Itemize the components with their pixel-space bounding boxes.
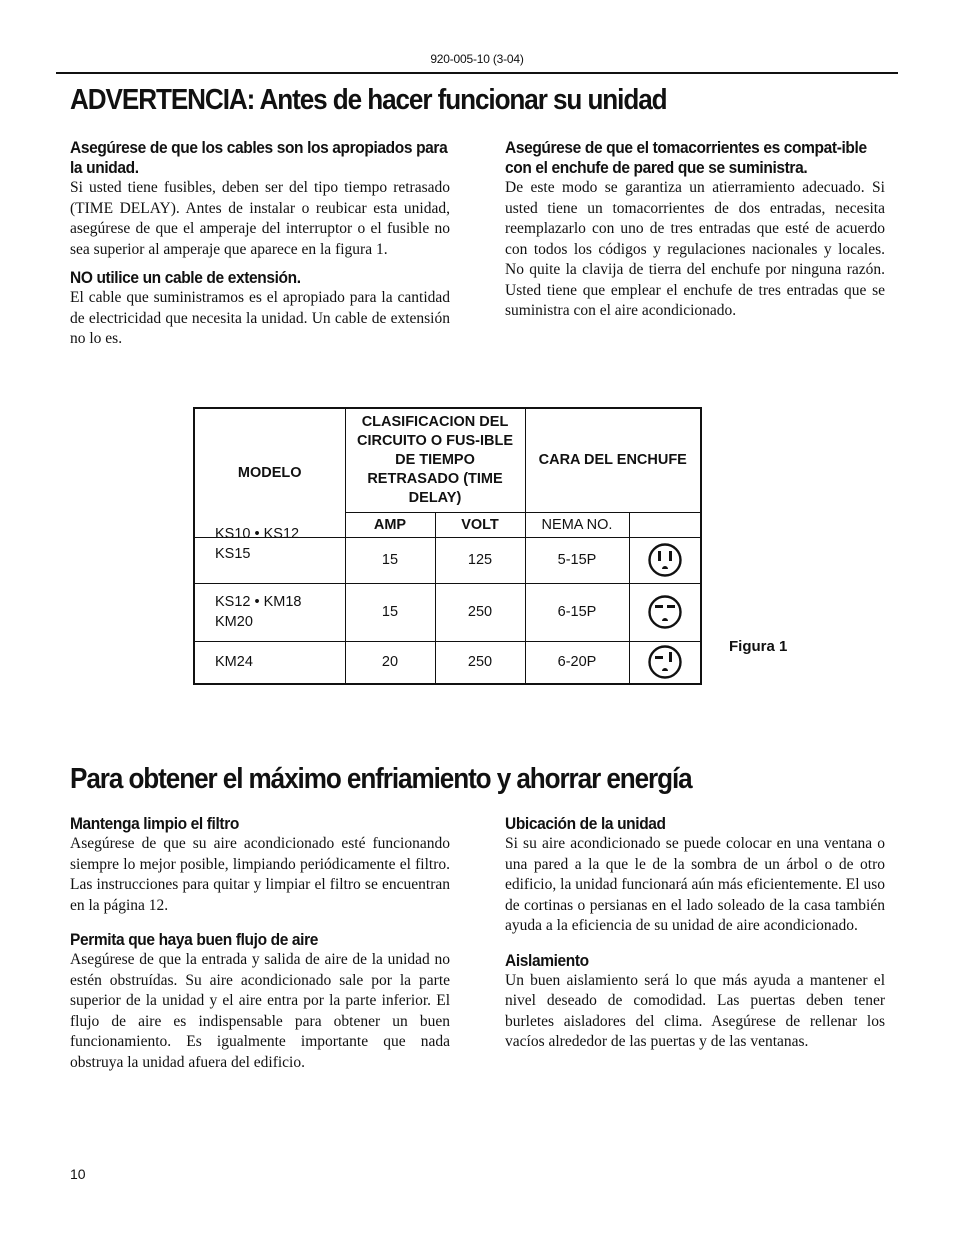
nema-cell: 6-20P bbox=[525, 641, 629, 684]
outlet-heading: Asegúrese de que el tomacorrientes es compat-ible con el enchufe de pared que se suministra. bbox=[505, 139, 867, 177]
volt-cell: 250 bbox=[435, 641, 525, 684]
model-line: KS10 • KS12 bbox=[215, 525, 300, 542]
cables-heading: Asegúrese de que los cables son los apropiados para la unidad. bbox=[70, 139, 448, 177]
nema-6-15p-plug-icon bbox=[647, 594, 683, 630]
location-heading: Ubicación de la unidad bbox=[505, 815, 666, 833]
header-rule bbox=[56, 72, 898, 74]
energy-left-column bbox=[70, 814, 450, 1073]
extension-cord-body: El cable que suministramos es el apropiado para la cantidad de electricidad que necesita la unidad. Un cable de extensión no lo es. bbox=[70, 289, 450, 347]
amp-cell: 20 bbox=[345, 641, 435, 684]
nema-cell: 5-15P bbox=[525, 537, 629, 583]
header-blank bbox=[629, 512, 701, 537]
table-row bbox=[194, 583, 701, 641]
table-row bbox=[194, 537, 701, 583]
header-volt: VOLT bbox=[435, 512, 525, 537]
header-nema: NEMA NO. bbox=[525, 512, 629, 537]
volt-cell: 250 bbox=[435, 583, 525, 641]
energy-title: Para obtener el máximo enfriamiento y ahorrar energía bbox=[70, 763, 692, 795]
model-cell bbox=[194, 583, 345, 641]
circuit-rating-table bbox=[193, 407, 702, 685]
amp-cell: 15 bbox=[345, 537, 435, 583]
volt-cell: 125 bbox=[435, 537, 525, 583]
nema-6-20p-plug-icon bbox=[647, 644, 683, 680]
model-cell bbox=[194, 641, 345, 684]
header-amp: AMP bbox=[345, 512, 435, 537]
energy-right-column bbox=[505, 814, 885, 1053]
plug-face-cell bbox=[629, 537, 701, 583]
filter-body: Asegúrese de que su aire acondicionado esté funcionando siempre lo mejor posible, limpiando periódicamente el filtro. Las instrucciones para quitar y limpiar el filtro se encuentran en la página 12. bbox=[70, 835, 450, 914]
figure-label: Figura 1 bbox=[729, 638, 788, 655]
model-cell bbox=[194, 525, 345, 583]
filter-heading: Mantenga limpio el filtro bbox=[70, 815, 239, 833]
insulation-heading: Aislamiento bbox=[505, 951, 589, 970]
warning-left-column bbox=[70, 138, 450, 350]
nema-5-15p-plug-icon bbox=[647, 542, 683, 578]
amp-cell: 15 bbox=[345, 583, 435, 641]
extension-cord-heading: NO utilice un cable de extensión. bbox=[70, 269, 301, 287]
location-body: Si su aire acondicionado se puede colocar en una ventana o una pared a la que le de la sombra de un árbol o de otro edificio, la unidad funcionará aún más eficientemente. El uso de cortinas o persianas en el lado soleado de la casa también ayuda a la eficiencia de su unidad de aire acondicionado. bbox=[505, 835, 885, 934]
nema-cell: 6-15P bbox=[525, 583, 629, 641]
model-line: KM20 bbox=[215, 614, 253, 630]
airflow-body: Asegúrese de que la entrada y salida de aire de la unidad no estén obstruídas. Su aire acondicionado sale por la parte superior de la unidad y el aire entra por la parte inferior. El flujo de aire es indispensable para obtener un buen funcionamiento. Es igualmente importante que nada obstruya la unidad afuera del edificio. bbox=[70, 951, 450, 1071]
model-line: KS15 bbox=[215, 545, 251, 562]
outlet-body: De este modo se garantiza un atierramiento adecuado. Si usted tiene un tomacorrientes de dos entradas, necesita reemplazarlo con uno de tres entradas que esté de acuerdo con todos los códigos y regulaciones nacionales y locales. No quite la clavija de tierra del enchufe por ninguna razón. Usted tiene que emplear el enchufe de tres entradas que se suministra con el aire acondicionado. bbox=[505, 179, 885, 319]
header-clasificacion: CLASIFICACION DEL CIRCUITO O FUS-IBLE DE TIEMPO RETRASADO (TIME DELAY) bbox=[345, 408, 525, 512]
plug-face-cell bbox=[629, 583, 701, 641]
insulation-body: Un buen aislamiento será lo que más ayuda a mantener el nivel deseado de comodidad. Las puertas deben tener burletes aisladores del clima. Asegúrese de rellenar los vacíos alrededor de las puertas y de las ventanas. bbox=[505, 971, 885, 1050]
header-cara-enchufe: CARA DEL ENCHUFE bbox=[525, 408, 701, 512]
warning-right-column bbox=[505, 138, 885, 322]
model-line: KM24 bbox=[215, 654, 253, 671]
cables-body: Si usted tiene fusibles, deben ser del tipo tiempo retrasado (TIME DELAY). Antes de instalar o reubicar esta unidad, asegúrese de que el amperaje del interruptor o el fusible no sea superior al amperaje que aparece en la figura 1. bbox=[70, 179, 450, 258]
airflow-heading: Permita que haya buen flujo de aire bbox=[70, 931, 318, 949]
plug-face-cell bbox=[629, 641, 701, 684]
table-row bbox=[194, 641, 701, 684]
page-number: 10 bbox=[70, 1166, 86, 1182]
header-modelo: MODELO bbox=[194, 408, 345, 537]
document-code: 920-005-10 (3-04) bbox=[430, 52, 524, 66]
model-line: KS12 • KM18 bbox=[215, 594, 302, 610]
warning-title: ADVERTENCIA: Antes de hacer funcionar su unidad bbox=[70, 84, 667, 116]
